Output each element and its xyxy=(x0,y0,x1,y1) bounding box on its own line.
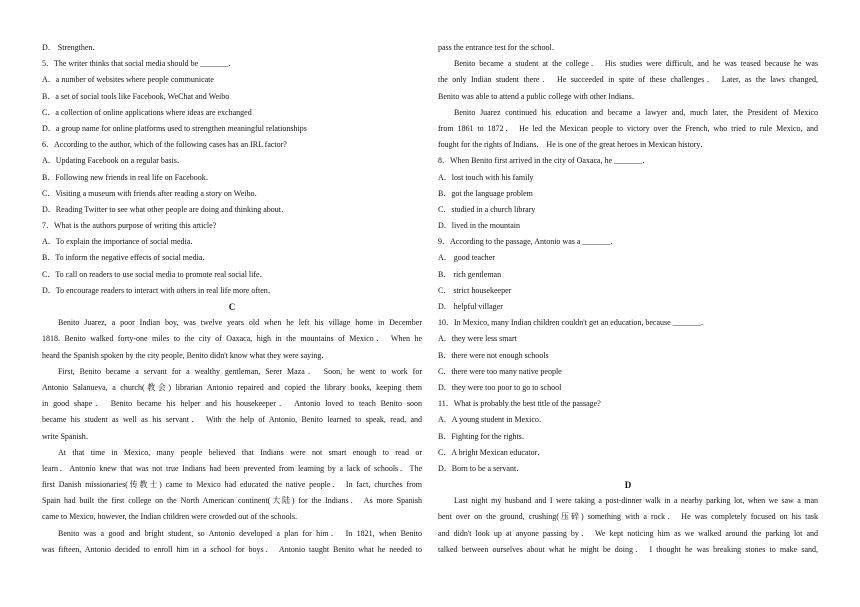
paragraph-line: Benito was a good and bright student, so Antonio developed a plan for him． In 1821, when Benito xyxy=(58,528,422,538)
question-line: 10．In Mexico, many Indian children couldn't get an education, because _______． xyxy=(438,318,709,328)
question-line: C．A bright Mexican educator． xyxy=(438,447,546,457)
question-line: A．Updating Facebook on a regular basis． xyxy=(42,156,185,166)
left-column xyxy=(42,40,422,558)
question-line: C．there were too many native people xyxy=(438,366,562,376)
question-line: B． rich gentleman xyxy=(438,269,502,279)
paragraph-line: first Danish missionaries(传教士) came to Mexico had educated the native people． In fact, churches from xyxy=(42,480,422,490)
question-line: 8．When Benito first arrived in the city of Oaxaca, he _______． xyxy=(438,156,651,166)
question-line: A．they were less smart xyxy=(438,334,517,344)
paragraph-line: came to Mexico, however, the Indian children were crowded out of the schools． xyxy=(42,512,303,522)
paragraph-line: Spain had built the first college on the North American continent(大陆) for the Indians． As more Spanish xyxy=(42,496,422,506)
paragraph-line: became his student as well as his servant． With the help of Antonio, Benito learned to speak, read, and xyxy=(42,415,422,425)
paragraph-line: fought for the rights of Indians． He is one of the great heroes in Mexican history． xyxy=(438,140,709,150)
section-heading: C xyxy=(228,302,236,312)
question-line: B．Fighting for the rights． xyxy=(438,431,530,441)
paragraph-line: Benito Juarez continued his education and became a lawyer and, much later, the President of Mexico xyxy=(454,107,818,117)
question-line: B．To inform the negative effects of social media． xyxy=(42,253,211,263)
paragraph-line: write Spanish． xyxy=(42,431,94,441)
question-line: 7．What is the authors purpose of writing this article? xyxy=(42,221,217,231)
paragraph-line: Benito was able to attend a public college with other Indians． xyxy=(438,91,640,101)
paragraph-line: Benito Juarez, a poor Indian boy, was twelve years old when he left his village home in December xyxy=(58,318,422,328)
question-line: 5．The writer thinks that social media should be _______． xyxy=(42,59,237,69)
question-line: C．a collection of online applications where ideas are exchanged xyxy=(42,107,252,117)
question-line: B．a set of social tools like Facebook, WeChat and Weibo xyxy=(42,91,230,101)
question-line: A．A young student in Mexico． xyxy=(438,415,547,425)
paragraph-line: Antonio Salanueva, a church(教会) librarian Antonio repaired and copied the library books, keeping them xyxy=(42,382,422,392)
question-line: C．studied in a church library xyxy=(438,204,536,214)
paragraph-line: pass the entrance test for the school． xyxy=(438,43,560,52)
question-line: A．To explain the importance of social media． xyxy=(42,237,199,247)
paragraph-line: the only Indian student there． He succeeded in spite of these challenges． Later, as the laws changed, xyxy=(438,75,818,85)
question-line: D． helpful villager xyxy=(438,302,503,311)
question-line: C．To call on readers to use social media to promote real social life． xyxy=(42,269,268,279)
question-line: A． good teacher xyxy=(438,253,495,263)
question-line: D．Reading Twitter to see what other people are doing and thinking about． xyxy=(42,204,290,214)
question-line: B．got the language problem xyxy=(438,188,533,198)
paragraph-line: talked between ourselves about what he might be doing． I thought he was breaking stones to make sand, xyxy=(438,544,818,554)
question-line: D．lived in the mountain xyxy=(438,221,520,231)
question-line: B．there were not enough schools xyxy=(438,350,549,360)
question-line: 11．What is probably the best title of the passage? xyxy=(438,399,601,409)
question-line: D．Born to be a servant． xyxy=(438,463,525,473)
paragraph-line: in good shape． Benito became his helper and his housekeeper． Antonio loved to teach Benito soon xyxy=(42,399,422,409)
question-line: A．a number of websites where people communicate xyxy=(42,75,214,85)
paragraph-line: and didn't look up at anyone passing by． We kept noticing him as we walked around the parking lot and xyxy=(438,528,818,538)
question-line: A．lost touch with his family xyxy=(438,172,534,182)
question-line: 6．According to the author, which of the following cases has an IRL factor? xyxy=(42,140,287,150)
paragraph-line: Last night my husband and I were taking a post-dinner walk in a nearby parking lot, when we saw a man xyxy=(454,496,818,506)
paragraph-line: heard the Spanish spoken by the city people, Benito didn't know what they were saying． xyxy=(42,350,330,360)
question-line: 9．According to the passage, Antonio was a _______． xyxy=(438,237,619,247)
question-line: D． Strengthen． xyxy=(42,43,101,52)
question-line: C．Visiting a museum with friends after reading a story on Weibo． xyxy=(42,188,263,198)
paragraph-line: bent over on the ground, crushing(压碎) something with a rock． He was completely focused on his task xyxy=(438,512,818,522)
question-line: D．a group name for online platforms used to strengthen meaningful relationships xyxy=(42,123,307,133)
paragraph-line: First, Benito became a servant for a wealthy gentleman, Serer Maza． Soon, he went to work for xyxy=(58,366,422,376)
section-heading: D xyxy=(624,480,632,491)
paragraph-line: was fifteen, Antonio decided to enroll him in a school for boys． Antonio taught Benito what he needed to xyxy=(42,544,422,554)
paragraph-line: 1818. Benito walked forty-one miles to the city of Oaxaca, high in the mountains of Mexico． When he xyxy=(42,334,422,344)
question-line: B．Following new friends in real life on Facebook． xyxy=(42,172,214,182)
paragraph-line: learn．Antonio knew that was not true Indians had been prevented from learning by a lack of schools．The xyxy=(42,463,422,473)
question-line: D．To encourage readers to interact with others in real life more often． xyxy=(42,285,276,295)
question-line: C． strict housekeeper xyxy=(438,285,512,295)
right-column xyxy=(438,40,818,558)
paragraph-line: At that time in Mexico, many people believed that Indians were not smart enough to read or xyxy=(58,447,422,457)
paragraph-line: Benito became a student at the college． His studies were difficult, and he was teased because he was xyxy=(454,59,818,69)
paragraph-line: from 1861 to 1872． He led the Mexican people to victory over the French, who tried to rule Mexico, and xyxy=(438,123,818,133)
question-line: D．they were too poor to go to school xyxy=(438,382,562,392)
